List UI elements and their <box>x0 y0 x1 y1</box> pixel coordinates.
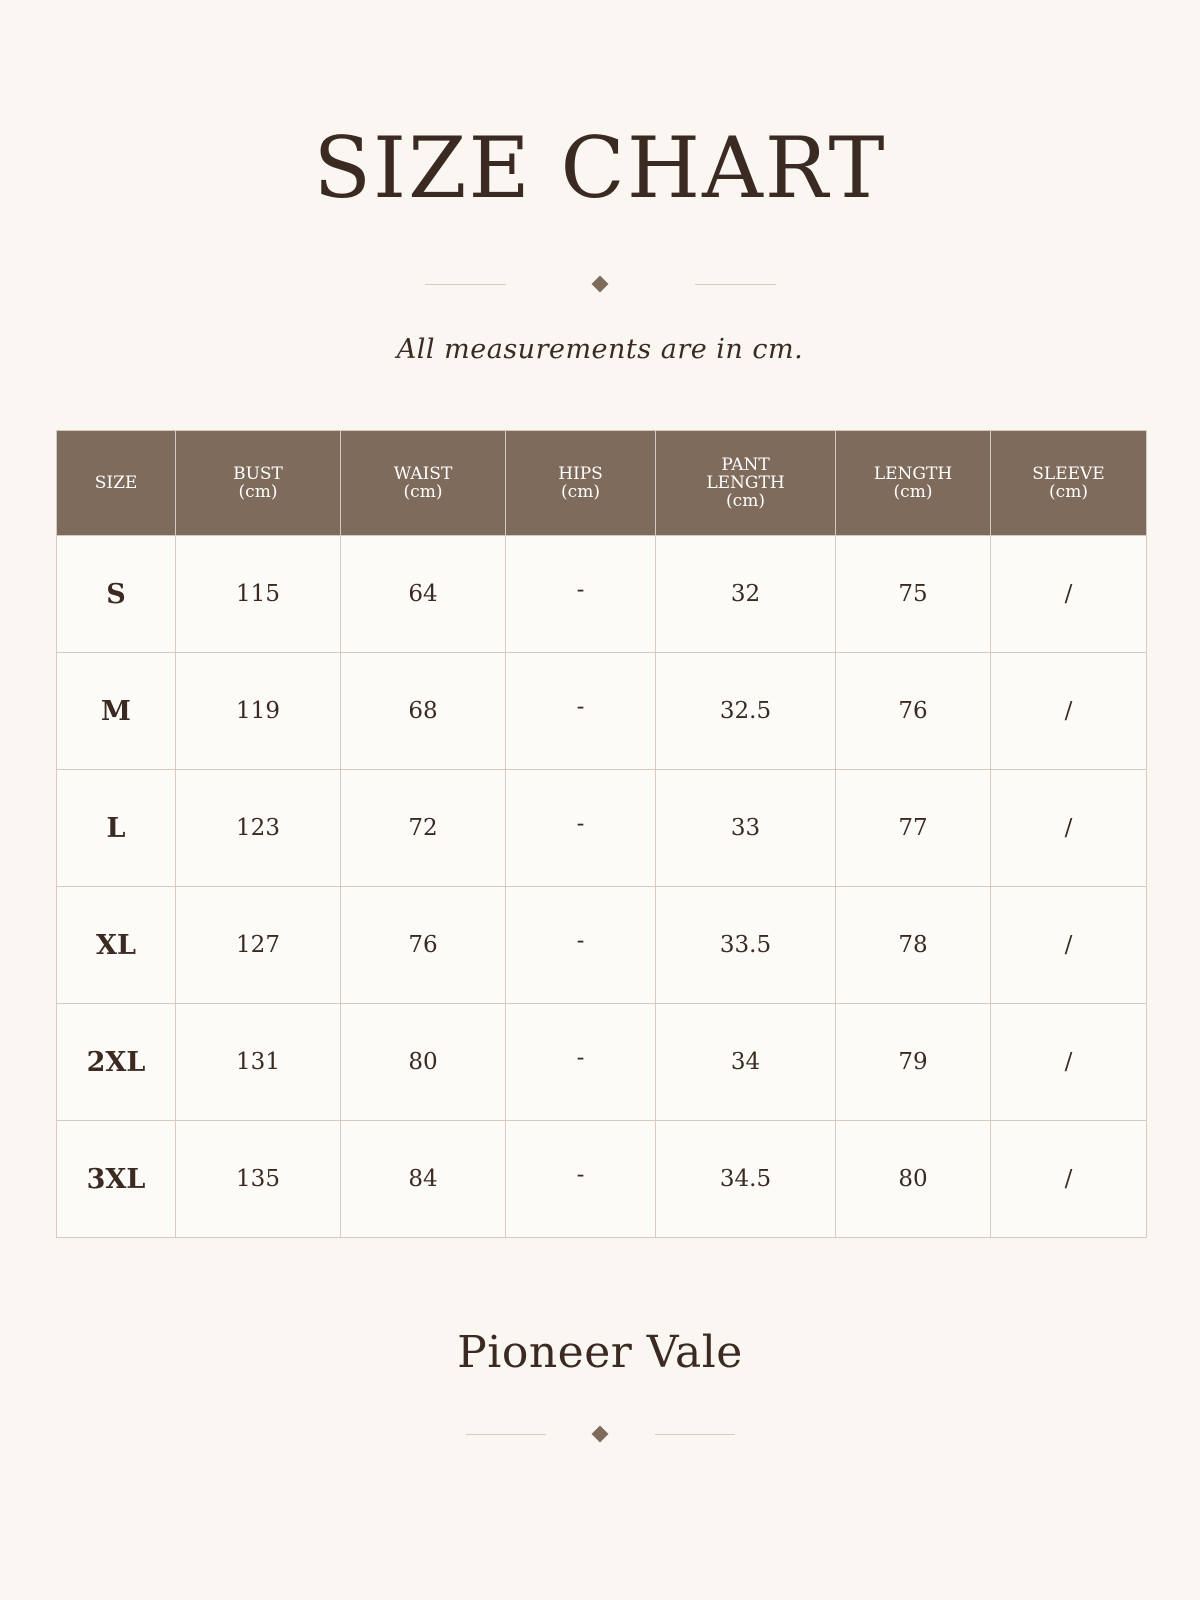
column-header-line: (cm) <box>403 482 443 502</box>
measurement-cell-waist: 68 <box>341 653 506 770</box>
measurement-cell-bust: 115 <box>176 536 341 653</box>
table-row <box>57 1004 1147 1121</box>
diamond-icon <box>592 276 609 293</box>
measurement-cell-pant-length: 33.5 <box>656 887 836 1004</box>
column-header-line: (cm) <box>726 491 765 511</box>
column-header-line: LENGTH <box>873 464 953 484</box>
measurement-cell-bust: 135 <box>176 1121 341 1238</box>
size-label-cell: M <box>57 653 176 770</box>
table-row <box>57 887 1147 1004</box>
measurement-cell-pant-length: 33 <box>656 770 836 887</box>
divider-line-right <box>695 284 776 285</box>
divider-line-left <box>425 284 506 285</box>
header-row <box>57 431 1147 536</box>
measurement-cell-hips: - <box>506 536 656 653</box>
measurement-cell-length: 79 <box>836 1004 991 1121</box>
measurement-cell-pant-length: 34.5 <box>656 1121 836 1238</box>
measurement-cell-length: 80 <box>836 1121 991 1238</box>
column-header-line: SLEEVE <box>1032 464 1105 484</box>
measurement-cell-hips: - <box>506 1121 656 1238</box>
size-label-cell: S <box>57 536 176 653</box>
title-divider <box>0 275 1200 295</box>
column-header-bust <box>176 431 341 536</box>
column-header-pant-length <box>656 431 836 536</box>
measurement-cell-waist: 80 <box>341 1004 506 1121</box>
measurement-cell-sleeve: / <box>991 1004 1147 1121</box>
measurement-cell-waist: 72 <box>341 770 506 887</box>
column-header-length <box>836 431 991 536</box>
brand-divider <box>0 1425 1200 1445</box>
column-header-sleeve <box>991 431 1147 536</box>
measurement-cell-length: 76 <box>836 653 991 770</box>
measurement-cell-bust: 123 <box>176 770 341 887</box>
measurement-cell-bust: 119 <box>176 653 341 770</box>
size-table <box>56 430 1147 1238</box>
size-label-cell: 3XL <box>57 1121 176 1238</box>
measurement-cell-pant-length: 34 <box>656 1004 836 1121</box>
measurement-cell-sleeve: / <box>991 887 1147 1004</box>
measurement-cell-bust: 131 <box>176 1004 341 1121</box>
measurement-cell-sleeve: / <box>991 653 1147 770</box>
measurement-note: All measurements are in cm. <box>396 334 804 365</box>
table-row <box>57 1121 1147 1238</box>
size-label-cell: XL <box>57 887 176 1004</box>
table-row <box>57 770 1147 887</box>
column-header-line: PANT <box>721 455 770 475</box>
size-table-body <box>57 536 1147 1238</box>
measurement-cell-hips: - <box>506 770 656 887</box>
column-header-line: SIZE <box>94 473 138 493</box>
measurement-cell-length: 77 <box>836 770 991 887</box>
measurement-cell-waist: 84 <box>341 1121 506 1238</box>
size-table-header <box>57 431 1147 536</box>
measurement-cell-pant-length: 32.5 <box>656 653 836 770</box>
column-header-line: (cm) <box>1049 482 1088 502</box>
measurement-cell-length: 75 <box>836 536 991 653</box>
column-header-line: WAIST <box>393 464 453 484</box>
measurement-cell-sleeve: / <box>991 1121 1147 1238</box>
divider-line-right <box>655 1434 735 1435</box>
measurement-cell-waist: 76 <box>341 887 506 1004</box>
column-header-waist <box>341 431 506 536</box>
column-header-size <box>57 431 176 536</box>
measurement-cell-pant-length: 32 <box>656 536 836 653</box>
measurement-cell-sleeve: / <box>991 536 1147 653</box>
column-header-line: BUST <box>233 464 283 484</box>
measurement-cell-hips: - <box>506 887 656 1004</box>
measurement-cell-hips: - <box>506 653 656 770</box>
column-header-line: HIPS <box>558 464 603 484</box>
size-label-cell: L <box>57 770 176 887</box>
size-label-cell: 2XL <box>57 1004 176 1121</box>
measurement-cell-sleeve: / <box>991 770 1147 887</box>
table-row <box>57 653 1147 770</box>
column-header-line: (cm) <box>238 482 278 502</box>
divider-line-left <box>466 1434 546 1435</box>
measurement-cell-waist: 64 <box>341 536 506 653</box>
page-title: SIZE CHART <box>313 119 887 217</box>
measurement-cell-length: 78 <box>836 887 991 1004</box>
column-header-line: (cm) <box>561 482 600 502</box>
measurement-cell-bust: 127 <box>176 887 341 1004</box>
diamond-icon <box>592 1426 609 1443</box>
measurement-cell-hips: - <box>506 1004 656 1121</box>
brand-name: Pioneer Vale <box>457 1327 743 1378</box>
table-row <box>57 536 1147 653</box>
column-header-line: (cm) <box>893 482 933 502</box>
column-header-line: LENGTH <box>706 473 785 493</box>
column-header-hips <box>506 431 656 536</box>
